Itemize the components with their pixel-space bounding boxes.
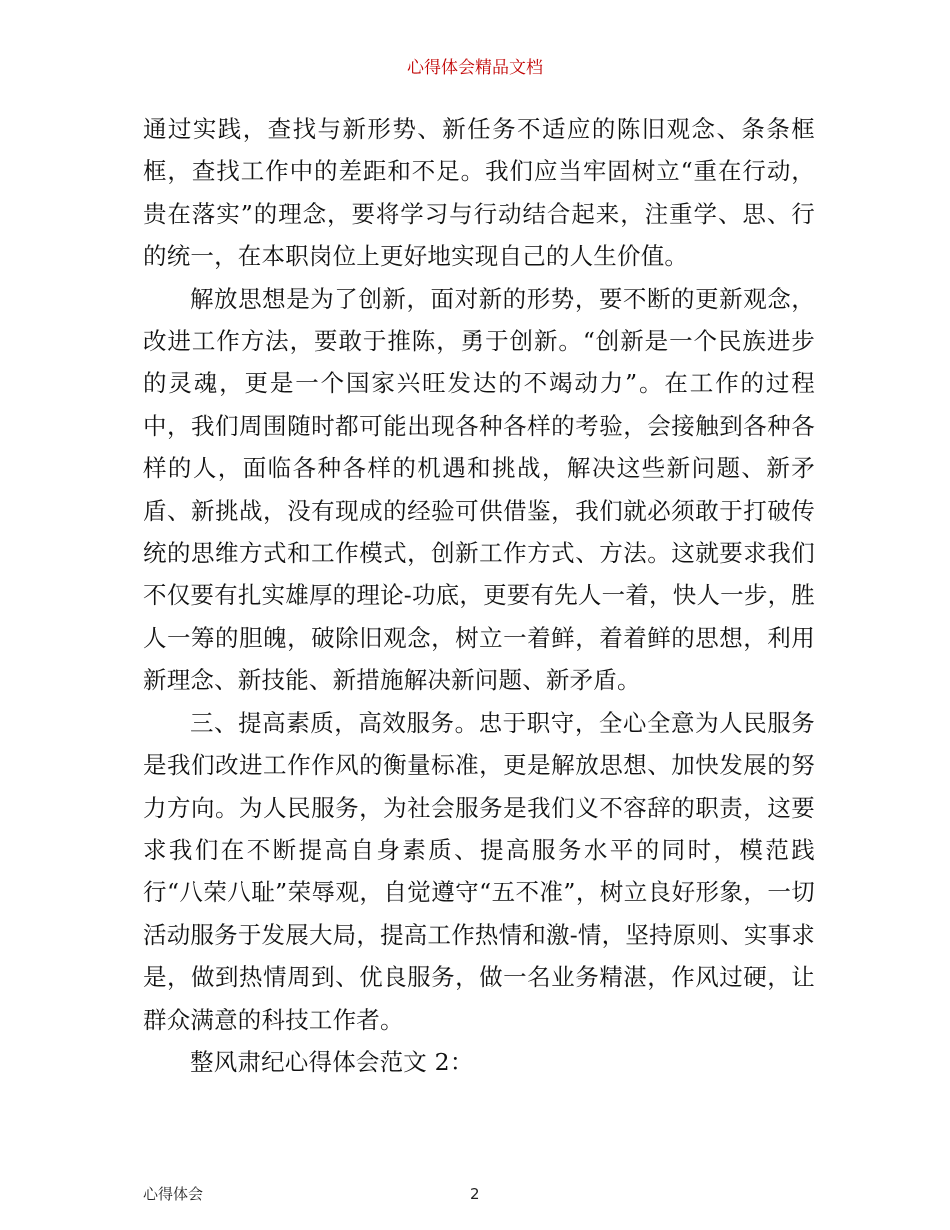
document-body bbox=[143, 108, 815, 1083]
paragraph: 三、提高素质，高效服务。忠于职守，全心全意为人民服务是我们改进工作作风的衡量标准，更是解放思想、加快发展的努力方向。为人民服务，为社会服务是我们义不容辞的职责，这要求我们在不断提高自身素质、提高服务水平的同时，模范践行“八荣八耻”荣辱观，自觉遵守“五不准”，树立良好形象，一切活动服务于发展大局，提高工作热情和激-情，坚持原则、实事求是，做到热情周到、优良服务，做一名业务精湛，作风过硬，让群众满意的科技工作者。 bbox=[143, 708, 815, 1034]
section-heading: 整风肃纪心得体会范文 2： bbox=[190, 1047, 474, 1076]
paragraph: 解放思想是为了创新，面对新的形势，要不断的更新观念，改进工作方法，要敢于推陈，勇于创新。“创新是一个民族进步的灵魂，更是一个国家兴旺发达的不竭动力”。在工作的过程中，我们周围随时都可能出现各种各样的考验，会接触到各种各样的人，面临各种各样的机遇和挑战，解决这些新问题、新矛盾、新挑战，没有现成的经验可供借鉴，我们就必须敢于打破传统的思维方式和工作模式，创新工作方式、方法。这就要求我们不仅要有扎实雄厚的理论-功底，更要有先人一着，快人一步，胜人一筹的胆魄，破除旧观念，树立一着鲜，着着鲜的思想，利用新理念、新技能、新措施解决新问题、新矛盾。 bbox=[143, 284, 815, 695]
paragraph: 通过实践，查找与新形势、新任务不适应的陈旧观念、条条框框，查找工作中的差距和不足。我们应当牢固树立“重在行动，贵在落实”的理念，要将学习与行动结合起来，注重学、思、行的统一，在本职岗位上更好地实现自己的人生价值。 bbox=[143, 115, 815, 271]
footer-label: 心得体会 bbox=[143, 1185, 204, 1203]
page-footer bbox=[143, 1184, 815, 1204]
page-header-title: 心得体会精品文档 bbox=[407, 58, 543, 78]
page-number: 2 bbox=[470, 1185, 480, 1203]
